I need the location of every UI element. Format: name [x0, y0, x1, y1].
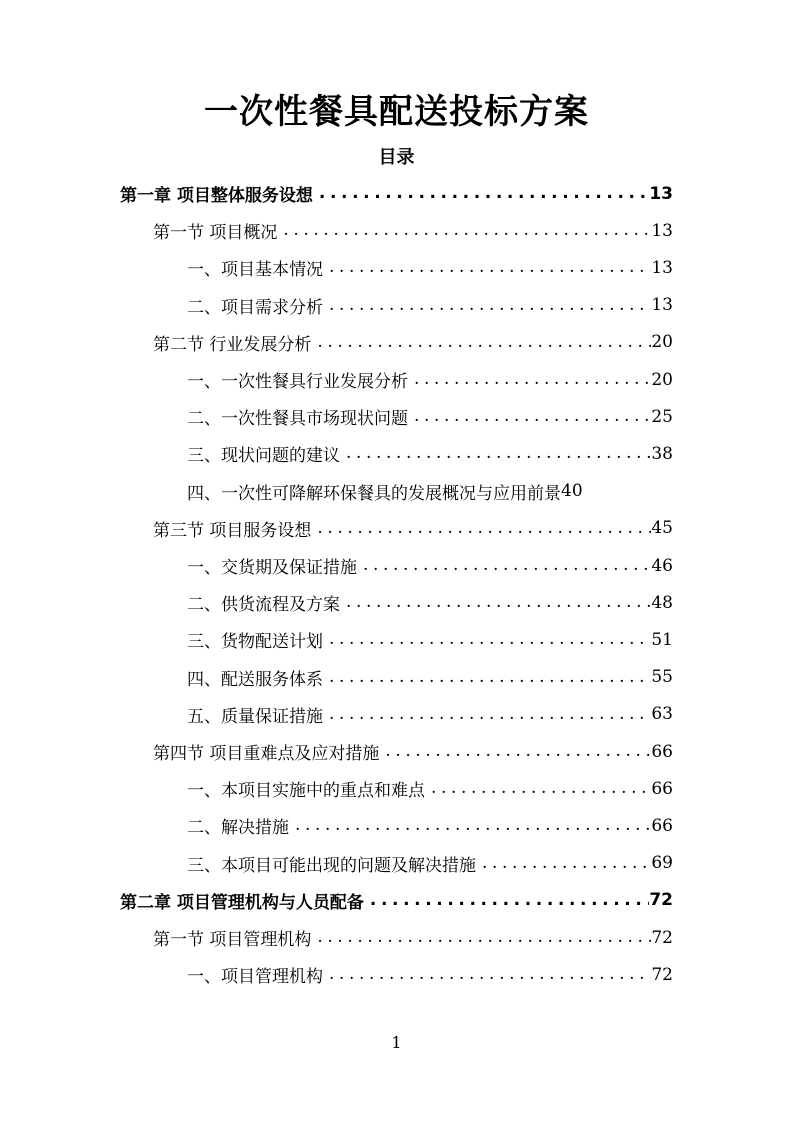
toc-entry-page: 13 [651, 257, 673, 278]
toc-dot-leader [364, 882, 649, 919]
toc-dot-leader [323, 287, 651, 324]
toc-entry-title: 三、货物配送计划 [187, 632, 323, 653]
toc-entry-page: 72 [651, 927, 673, 948]
toc-entry[interactable] [187, 956, 673, 993]
toc-entry[interactable] [187, 398, 673, 435]
toc-dot-leader [289, 807, 651, 844]
toc-dot-leader [323, 249, 651, 286]
toc-entry[interactable] [187, 473, 673, 510]
toc-entry[interactable] [187, 435, 673, 472]
toc-entry-page: 66 [651, 778, 673, 799]
toc-entry-title: 二、供货流程及方案 [187, 595, 340, 616]
toc-entry-title: 二、解决措施 [187, 818, 289, 839]
toc-entry-page: 66 [651, 815, 673, 836]
toc-entry-title: 二、项目需求分析 [187, 297, 323, 318]
page-number: 1 [391, 1033, 402, 1052]
toc-entry-page: 13 [651, 295, 673, 316]
toc-dot-leader [425, 770, 651, 807]
toc-dot-leader [311, 324, 651, 361]
toc-dot-leader [408, 361, 651, 398]
toc-entry-page: 69 [651, 853, 673, 874]
toc-entry[interactable] [187, 584, 673, 621]
toc-entry[interactable] [187, 845, 673, 882]
toc-entry-title: 一、一次性餐具行业发展分析 [187, 372, 408, 392]
toc-entry-title: 四、配送服务体系 [187, 669, 323, 690]
toc-entry-page: 72 [651, 964, 673, 985]
toc-entry[interactable] [120, 175, 673, 212]
toc-entry-title: 第一节 项目管理机构 [153, 930, 312, 950]
toc-dot-leader [323, 956, 651, 993]
toc-dot-leader [323, 621, 651, 658]
toc-entry[interactable] [187, 287, 673, 324]
toc-entry[interactable] [120, 882, 673, 919]
toc-entry-page: 20 [651, 369, 673, 390]
toc-entry-title: 第四节 项目重难点及应对措施 [153, 744, 380, 764]
toc-entry-title: 二、一次性餐具市场现状问题 [187, 409, 408, 430]
toc-heading: 目录 [378, 147, 415, 168]
toc-dot-leader [313, 175, 649, 212]
toc-entry[interactable] [187, 770, 673, 807]
toc-entry-title: 第二节 行业发展分析 [153, 334, 312, 355]
toc-entry[interactable] [187, 249, 673, 286]
toc-entry-page: 46 [651, 555, 673, 576]
toc-dot-leader [357, 547, 651, 584]
toc-entry-page: 45 [651, 518, 673, 539]
toc-dot-leader [323, 696, 651, 733]
toc-entry-title: 一、项目管理机构 [187, 967, 323, 988]
toc-dot-leader [311, 510, 651, 547]
toc-dot-leader [323, 659, 651, 696]
document-title: 一次性餐具配送投标方案 [204, 92, 589, 132]
toc-entry-page: 48 [651, 592, 673, 613]
toc-dot-leader [379, 733, 651, 770]
toc-entry-title: 第三节 项目服务设想 [153, 520, 312, 541]
toc-entry[interactable] [153, 324, 673, 361]
toc-entry-page: 13 [649, 183, 673, 204]
toc-entry-title: 四、一次性可降解环保餐具的发展概况与应用前景 [187, 483, 561, 504]
toc-entry[interactable] [187, 547, 673, 584]
toc-entry[interactable] [187, 621, 673, 658]
toc-entry-title: 第二章 项目管理机构与人员配备 [120, 892, 364, 913]
toc-entry-page: 25 [651, 406, 673, 427]
toc-entry-page: 40 [561, 481, 583, 502]
toc-entry-page: 20 [651, 332, 673, 353]
toc-entry[interactable] [187, 696, 673, 733]
toc-dot-leader [311, 919, 651, 956]
toc-dot-leader [340, 584, 651, 621]
toc-entry[interactable] [153, 919, 673, 956]
toc-entry[interactable] [153, 733, 673, 770]
toc-dot-leader [277, 212, 651, 249]
toc-entry[interactable] [187, 659, 673, 696]
toc-entry-title: 三、本项目可能出现的问题及解决措施 [187, 855, 476, 876]
toc-entry-title: 一、交货期及保证措施 [187, 558, 357, 578]
toc-entry-page: 66 [651, 741, 673, 762]
toc-entry-page: 72 [649, 890, 673, 911]
toc-entry-title: 一、本项目实施中的重点和难点 [187, 781, 425, 802]
toc-entry-page: 51 [651, 629, 673, 650]
toc-dot-leader [408, 398, 651, 435]
toc-entry[interactable] [187, 807, 673, 844]
toc-dot-leader [476, 845, 651, 882]
toc-entry-title: 五、质量保证措施 [187, 706, 323, 727]
toc-entry-title: 三、现状问题的建议 [187, 446, 340, 467]
toc-entry-title: 第一章 项目整体服务设想 [120, 186, 313, 206]
toc-entry-title: 一、项目基本情况 [187, 260, 323, 281]
toc-entry[interactable] [153, 510, 673, 547]
toc-entry-page: 55 [651, 667, 673, 688]
toc-entry-title: 第一节 项目概况 [153, 223, 278, 244]
toc-entry[interactable] [153, 212, 673, 249]
toc-dot-leader [340, 435, 651, 472]
toc-entry-page: 13 [651, 220, 673, 241]
toc-entry-page: 38 [651, 443, 673, 464]
toc-entry[interactable] [187, 361, 673, 398]
toc-entry-page: 63 [651, 704, 673, 725]
